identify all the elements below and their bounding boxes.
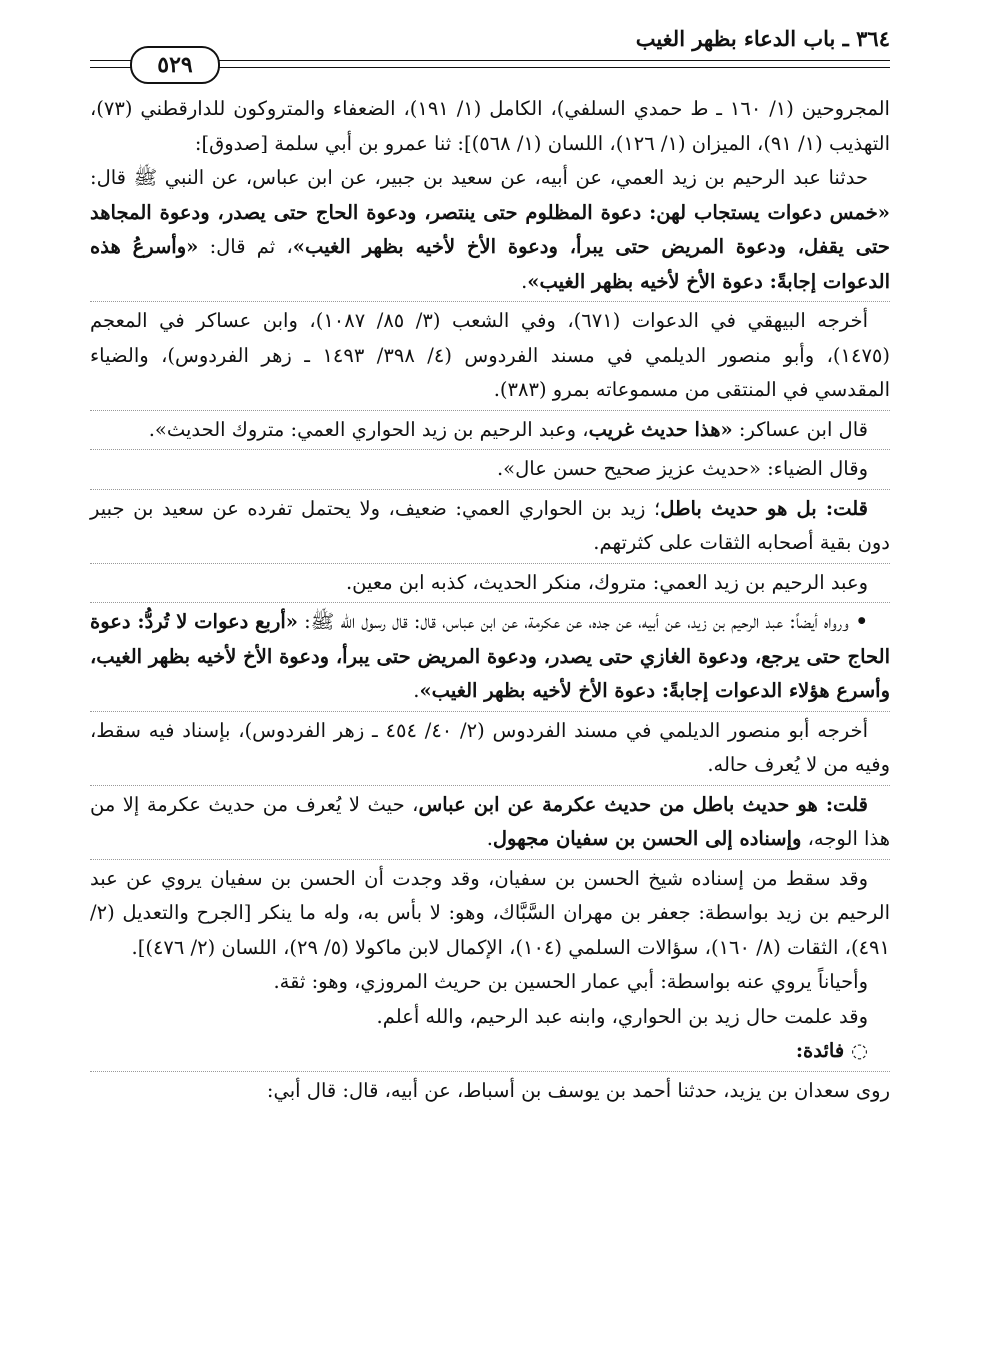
paragraph-p1	[90, 92, 890, 161]
text-segment: المجروحين (١/ ١٦٠ ـ ط حمدي السلفي)، الكامل (١/ ١٩١)، الضعفاء والمتروكون للدارقطني (٧٣)، التهذيب (١/ ٩١)، الميزان (١/ ١٢٦)، اللسان (١/ ٥٦٨)]: ثنا عمرو بن أبي سلمة [صدوق]:	[90, 97, 890, 155]
paragraph-divider	[90, 489, 890, 490]
text-segment: روى سعدان بن يزيد، حدثنا أحمد بن يوسف بن أسباط، عن أبيه، قال: قال أبي:	[266, 1078, 890, 1102]
bold-text: «هذا حديث غريب	[588, 417, 733, 441]
bold-text: وإسناده إلى الحسن بن سفيان مجهول	[492, 827, 802, 850]
text-segment: حدثنا عبد الرحيم بن زيد العمي، عن أبيه، عن سعيد بن جبير، عن ابن عباس، عن النبي ﷺ قال:	[90, 166, 868, 189]
bold-text: قلت: هو حديث باطل من حديث عكرمة عن ابن عباس	[418, 792, 868, 816]
running-title: ٣٦٤ ـ باب الدعاء بظهر الغيب	[635, 26, 890, 51]
text-segment: ، حيث لا يُعرف من حديث عكرمة إلا من هذا الوجه،	[90, 792, 890, 850]
text-segment: أخرجه البيهقي في الدعوات (٦٧١)، وفي الشعب (٣/ ٨٥/ ١٠٨٧)، وابن عساكر في المعجم (١٤٧٥)، وأبو منصور الديلمي في مسند الفردوس (٤/ ٣٩٨/ ١٤٩٣ ـ زهر الفردوس)، والضياء المقدسي في المنتقى من مسموعاته بمرو (٣٨٣).	[90, 309, 891, 401]
paragraph-p5	[90, 452, 890, 487]
text-segment: وقد علمت حال زيد بن الحواري، وابنه عبد الرحيم، والله أعلم.	[376, 1004, 868, 1028]
paragraph-divider	[90, 785, 890, 786]
body-text	[90, 92, 890, 1108]
text-segment: ، ثم قال:	[198, 235, 293, 258]
bold-text: «أربع دعوات لا تُردُّ: دعوة الحاج حتى يرجع، ودعوة الغازي حتى يصدر، ودعوة المريض حتى يبرأ، ودعوة الأخ لأخيه بظهر الغيب، وأسرع هؤلاء الدعوات إجابةً: دعوة الأخ لأخيه بظهر الغيب»	[90, 610, 890, 702]
text-segment: وقد سقط من إسناده شيخ الحسن بن سفيان، وقد وجدت أن الحسن بن سفيان يروي عن عبد الرحيم بن زيد بواسطة: جعفر بن مهران السَّبَّاك، وهو: لا بأس به، وله ما ينكر [الجرح والتعديل (٢/ ٤٩١)، الثقات (٨/ ١٦٠)، سؤالات السلمي (١٠٤)، الإكمال لابن ماكولا (٥/ ٢٩)، اللسان (٢/ ٤٧٦)].	[90, 866, 890, 959]
text-segment: .	[486, 827, 493, 850]
paragraph-p6	[90, 492, 890, 561]
paragraph-p9	[90, 714, 890, 783]
bold-text: «وأسرعُ هذه الدعوات إجابةً: دعوة الأخ لأخيه بظهر الغيب»	[90, 235, 890, 293]
paragraph-p2	[90, 161, 890, 299]
paragraph-divider	[90, 602, 890, 603]
text-segment: .	[413, 679, 420, 702]
paragraph-p11	[90, 862, 890, 966]
paragraph-divider	[90, 410, 890, 411]
text-segment: .	[521, 269, 528, 293]
page-header	[90, 18, 890, 88]
text-segment: وعبد الرحيم بن زيد العمي: متروك، منكر الحديث، كذبه ابن معين.	[345, 570, 868, 594]
text-segment: ورواه أيضاً: عبد الرحيم بن زيد، عن أبيه، عن جده، عن عكرمة، عن ابن عباس، قال: قال رسول الله ﷺ:	[297, 610, 849, 633]
paragraph-p13	[90, 1000, 890, 1035]
bold-text: «خمس دعوات يستجاب لهن: دعوة المظلوم حتى ينتصر، ودعوة الحاج حتى يصدر، ودعوة المجاهد حتى يقفل، ودعوة المريض حتى يبرأ، ودعوة الأخ لأخيه بظهر الغيب»	[90, 200, 890, 258]
document-page	[90, 0, 890, 1347]
paragraph-p12	[90, 965, 890, 1000]
text-segment: أخرجه أبو منصور الديلمي في مسند الفردوس (٢/ ٤٠/ ٤٥٤ ـ زهر الفردوس)، بإسناد فيه سقط، وفيه من لا يُعرف حاله.	[90, 718, 890, 776]
paragraph-divider	[90, 859, 890, 860]
bold-text: قلت: بل هو حديث باطل	[660, 496, 868, 520]
paragraph-p14	[90, 1034, 890, 1069]
text-segment: ؛ زيد بن الحواري العمي: ضعيف، ولا يحتمل تفرده عن سعيد بن جبير دون بقية أصحابه الثقات على كثرتهم.	[90, 496, 890, 554]
paragraph-p7	[90, 566, 890, 601]
text-segment: ، وعبد الرحيم بن زيد الحواري العمي: متروك الحديث».	[148, 417, 589, 441]
text-segment: وقال الضياء: «حديث عزيز صحيح حسن عال».	[496, 457, 868, 480]
paragraph-divider	[90, 711, 890, 712]
text-segment: وأحياناً يروي عنه بواسطة: أبي عمار الحسين بن حريث المروزي، وهو: ثقة.	[273, 970, 868, 993]
paragraph-p15	[90, 1074, 890, 1109]
page-number: ٥٢٩	[130, 46, 220, 84]
paragraph-p3	[90, 304, 890, 408]
paragraph-p10	[90, 788, 890, 857]
text-segment: قال ابن عساكر:	[732, 417, 868, 441]
paragraph-divider	[90, 563, 890, 564]
paragraph-p4	[90, 413, 890, 448]
paragraph-divider	[90, 301, 890, 302]
bold-text: ◌ فائدة:	[795, 1039, 868, 1062]
paragraph-p8	[90, 605, 890, 709]
paragraph-divider	[90, 1071, 890, 1072]
paragraph-divider	[90, 449, 890, 450]
bold-text: •	[848, 610, 868, 633]
